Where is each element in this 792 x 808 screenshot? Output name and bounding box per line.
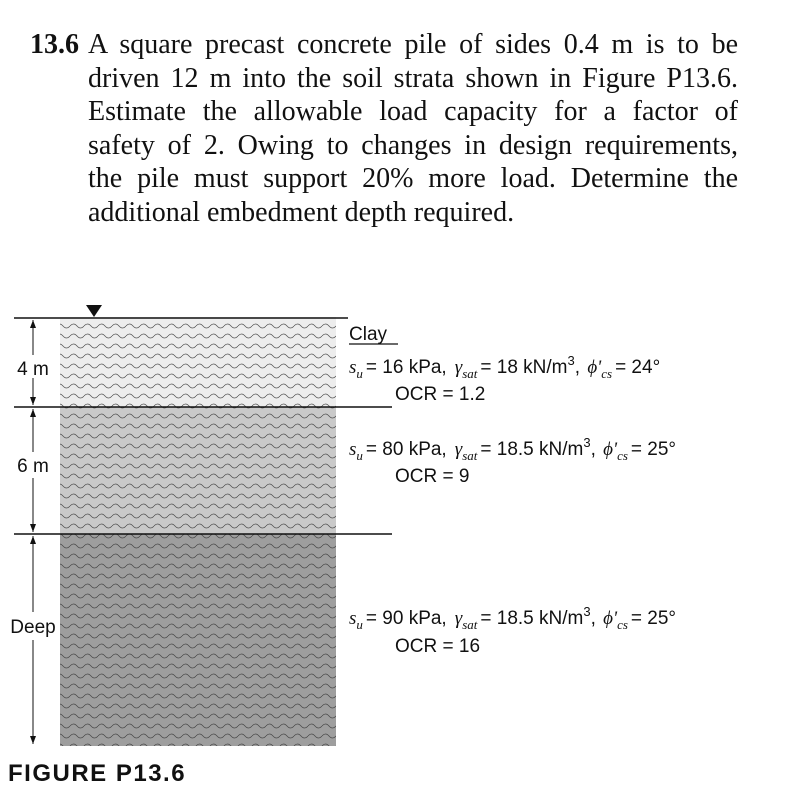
clay-hatch-pattern <box>60 319 336 746</box>
layer-3-ocr: OCR = 16 <box>395 636 481 657</box>
problem-line-6: additional embedment depth required. <box>88 196 515 228</box>
problem-line-1: A square precast concrete pile of sides 0.4 m is to be <box>88 29 738 60</box>
layer-2-properties: $s_u = 80$ kPa, $\gamma_{sat} = 18.5$ $kN/m^3$, $\phi'_{cs} = 25^\circ$ <box>349 435 677 463</box>
thickness-label-layer-2: 6 m <box>17 456 49 477</box>
layer-3-properties: $s_u = 90$ kPa, $\gamma_{sat} = 18.5$ $kN/m^3$, $\phi'_{cs} = 25^\circ$ <box>349 604 677 632</box>
dimension-arrow-layer-3 <box>30 536 36 744</box>
soil-type-label: Clay <box>349 324 388 345</box>
layer-1-properties: $s_u = 16$ kPa, $\gamma_{sat} = 18$ $kN/m^3$, $\phi'_{cs} = 24^\circ$ <box>349 353 661 381</box>
problem-line-3: Estimate the allowable load capacity for a factor of <box>88 96 738 127</box>
problem-line-2: driven 12 m into the soil strata shown in Figure P13.6. <box>88 62 738 94</box>
problem-line-4: safety of 2. Owing to changes in design requirements, <box>88 129 738 161</box>
layer-2-ocr: OCR = 9 <box>395 466 470 487</box>
problem-line-5: the pile must support 20% more load. Determine the <box>88 163 738 194</box>
thickness-label-layer-3: Deep <box>10 617 56 638</box>
problem-number: 13.6 <box>30 29 79 60</box>
water-table-icon <box>86 305 102 317</box>
figure-caption: FIGURE P13.6 <box>8 760 187 787</box>
thickness-label-layer-1: 4 m <box>17 359 49 380</box>
layer-1-ocr: OCR = 1.2 <box>395 384 486 405</box>
